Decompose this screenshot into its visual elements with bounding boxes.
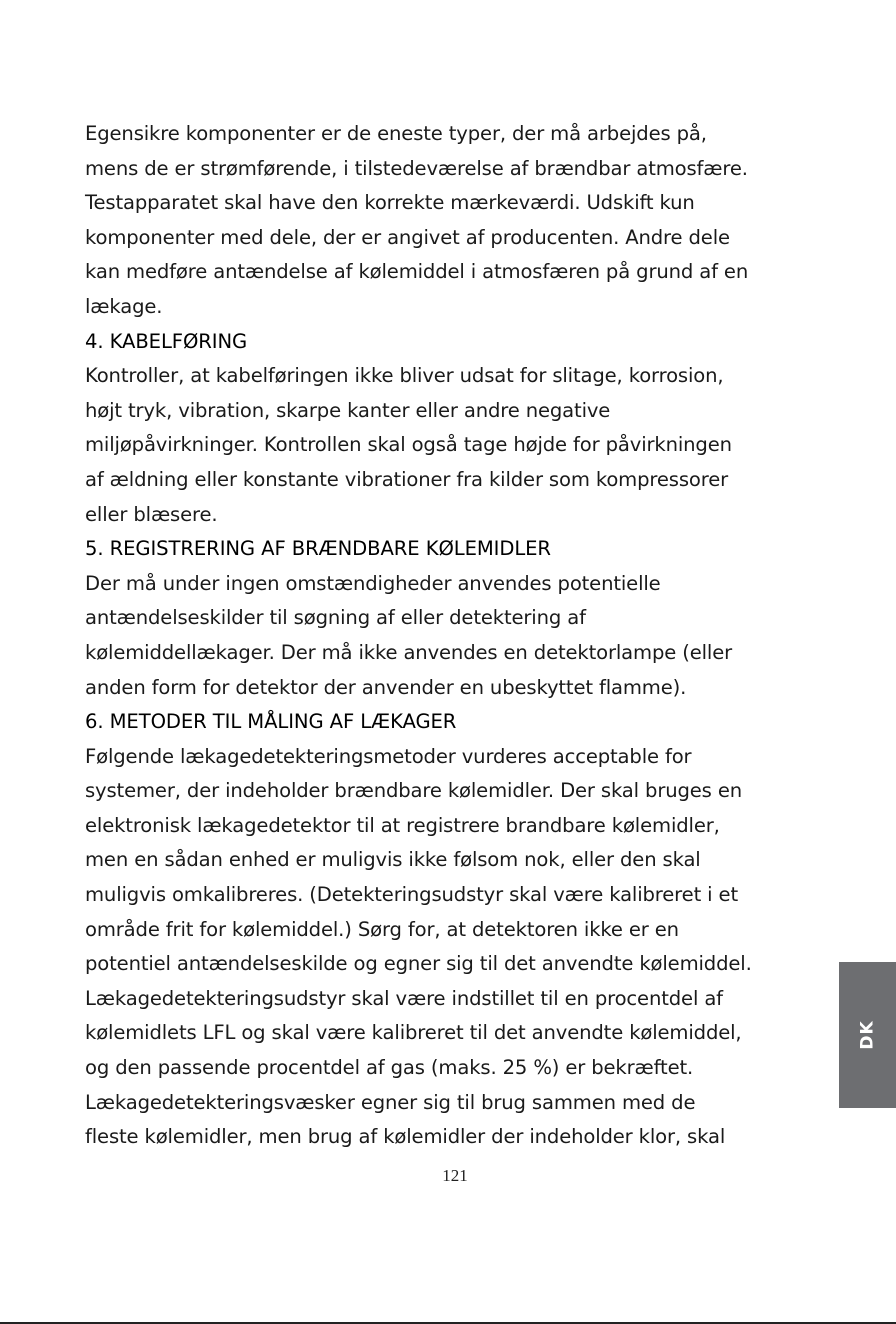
text-line: systemer, der indeholder brændbare kølemidler. Der skal bruges en [85,779,742,803]
text-line: Følgende lækagedetekteringsmetoder vurderes acceptable for [85,744,692,768]
text-line: Lækagedetekteringsvæsker egner sig til brug sammen med de [85,1090,696,1114]
section-heading-cabling: 4. KABELFØRING [85,329,248,353]
text-line: højt tryk, vibration, skarpe kanter eller andre negative [85,398,611,422]
text-line: Lækagedetekteringsudstyr skal være indstillet til en procentdel af [85,986,723,1010]
text-line: eller blæsere. [85,502,218,526]
text-line: og den passende procentdel af gas (maks. 25 %) er bekræftet. [85,1056,694,1080]
page-body [85,117,835,1155]
text-line: komponenter med dele, der er angivet af producenten. Andre dele [85,225,730,249]
page-number: 121 [442,1166,468,1185]
text-line: lækage. [85,294,163,318]
text-line: elektronisk lækagedetektor til at registrere brandbare kølemidler, [85,813,720,837]
text-line: kølemidlets LFL og skal være kalibreret til det anvendte kølemiddel, [85,1021,742,1045]
text-line: anden form for detektor der anvender en ubeskyttet flamme). [85,675,687,699]
text-line: Testapparatet skal have den korrekte mærkeværdi. Udskift kun [85,191,695,215]
text-line: antændelseskilder til søgning af eller detektering af [85,606,586,630]
language-tab-label: DK [857,1020,878,1050]
section-flammable-refrigerants-text [85,567,835,705]
text-line: mens de er strømførende, i tilstedeværelse af brændbar atmosfære. [85,156,748,180]
section-heading-leak-methods: 6. METODER TIL MÅLING AF LÆKAGER [85,710,457,734]
language-tab [839,962,896,1108]
text-line: Egensikre komponenter er de eneste typer, der må arbejdes på, [85,122,707,145]
section-heading-flammable-refrigerants: 5. REGISTRERING AF BRÆNDBARE KØLEMIDLER [85,537,551,561]
text-line: fleste kølemidler, men brug af kølemidler der indeholder klor, skal [85,1125,726,1149]
text-line: men en sådan enhed er muligvis ikke følsom nok, eller den skal [85,848,701,872]
text-line: område frit for kølemiddel.) Sørg for, at detektoren ikke er en [85,917,679,941]
section-leak-methods-text [85,740,835,1155]
text-line: muligvis omkalibreres. (Detekteringsudstyr skal være kalibreret i et [85,883,738,907]
intro-paragraph [85,117,835,325]
text-line: kølemiddellækager. Der må ikke anvendes en detektorlampe (eller [85,640,733,664]
section-cabling-text [85,359,835,532]
text-line: Kontroller, at kabelføringen ikke bliver udsat for slitage, korrosion, [85,364,724,388]
text-line: kan medføre antændelse af kølemiddel i atmosfæren på grund af en [85,260,749,284]
text-line: miljøpåvirkninger. Kontrollen skal også tage højde for påvirkningen [85,433,732,457]
text-line: af ældning eller konstante vibrationer fra kilder som kompressorer [85,467,729,491]
text-line: Der må under ingen omstændigheder anvendes potentielle [85,571,661,595]
text-line: potentiel antændelseskilde og egner sig til det anvendte kølemiddel. [85,952,752,976]
